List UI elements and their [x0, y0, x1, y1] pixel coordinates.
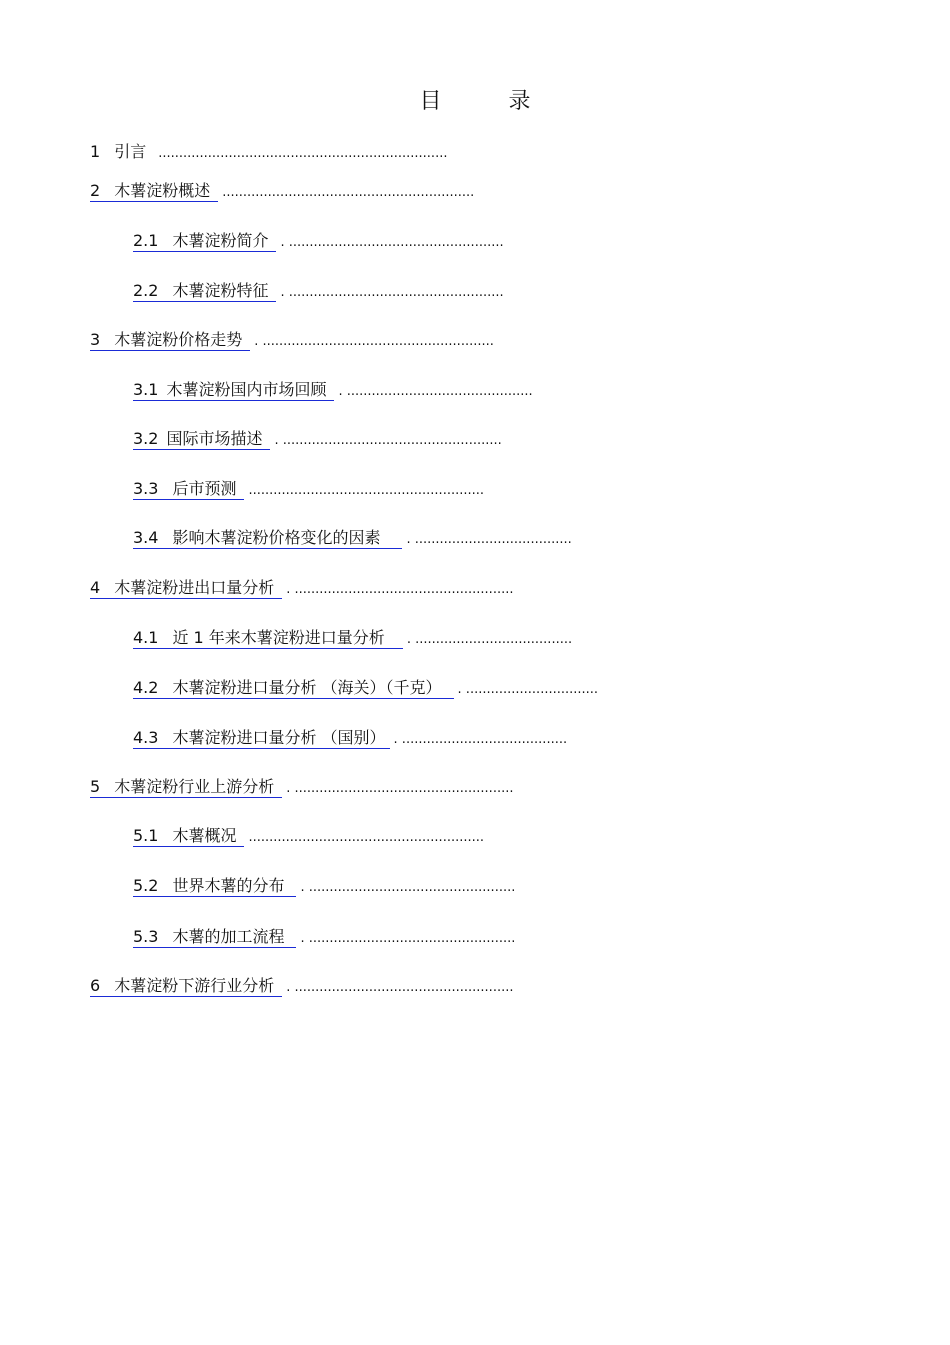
toc-leader: . ..................................................	[300, 931, 516, 946]
toc-label: 国际市场描述	[166, 429, 263, 448]
toc-label: 引言	[114, 142, 147, 161]
toc-label: 木薯淀粉价格走势	[114, 330, 243, 349]
toc-label: 木薯淀粉特征	[172, 281, 269, 300]
toc-leader: ......................................................................	[158, 146, 448, 161]
toc-link-5-1[interactable]	[133, 826, 244, 847]
toc-entry-2[interactable]	[90, 180, 474, 204]
toc-label: 后市预测	[172, 479, 237, 498]
toc-number: 4.1	[133, 628, 159, 647]
toc-leader: .........................................................	[248, 483, 485, 498]
toc-label: 木薯淀粉进口量分析 （海关）（千克）	[172, 678, 442, 697]
toc-entry-2-2[interactable]	[133, 280, 504, 304]
toc-number: 3.4	[133, 528, 159, 547]
toc-leader: . ........................................................	[254, 334, 494, 349]
toc-label: 木薯淀粉行业上游分析	[114, 777, 275, 796]
toc-label: 木薯的加工流程	[172, 927, 285, 946]
toc-link-3-1[interactable]	[133, 380, 334, 401]
toc-number: 5.2	[133, 876, 159, 895]
toc-link-2[interactable]	[90, 181, 218, 202]
toc-number: 4.2	[133, 678, 159, 697]
toc-leader: . .....................................................	[274, 433, 502, 448]
toc-link-5-3[interactable]	[133, 927, 296, 948]
toc-leader: . ......................................	[406, 632, 573, 647]
page-title: 目 录	[419, 89, 561, 114]
toc-entry-3-3[interactable]	[133, 478, 484, 502]
toc-label: 木薯淀粉简介	[172, 231, 269, 250]
toc-link-2-1[interactable]	[133, 231, 276, 252]
toc-entry-5[interactable]	[90, 776, 513, 800]
toc-link-3-3[interactable]	[133, 479, 244, 500]
toc-entry-1	[90, 141, 447, 165]
toc-link-4-1[interactable]	[133, 628, 403, 649]
toc-entry-4-3[interactable]	[133, 727, 567, 751]
toc-number: 2	[90, 181, 101, 200]
toc-leader: . ....................................................	[280, 285, 504, 300]
toc-label: 木薯概况	[172, 826, 237, 845]
toc-entry-2-1[interactable]	[133, 230, 504, 254]
toc-number: 2.1	[133, 231, 159, 250]
toc-number: 3.1	[133, 380, 159, 399]
toc-entry-3-4[interactable]	[133, 527, 572, 551]
toc-label: 木薯淀粉下游行业分析	[114, 976, 275, 995]
toc-number: 5.3	[133, 927, 159, 946]
toc-entry-5-3[interactable]	[133, 926, 515, 950]
toc-leader: . ....................................................	[280, 235, 504, 250]
toc-label: 木薯淀粉国内市场回顾	[166, 380, 327, 399]
toc-leader: . .............................................	[338, 384, 533, 399]
toc-leader: .........................................................	[248, 830, 485, 845]
toc-label: 影响木薯淀粉价格变化的因素	[172, 528, 381, 547]
toc-leader: . ......................................	[406, 532, 572, 547]
toc-leader: . ................................	[457, 682, 599, 697]
toc-label: 木薯淀粉概述	[114, 181, 211, 200]
toc-number: 5.1	[133, 826, 159, 845]
toc-label: 木薯淀粉进出口量分析	[114, 578, 275, 597]
toc-leader: .............................................................	[222, 185, 475, 200]
toc-link-6[interactable]	[90, 976, 282, 997]
toc-entry-6[interactable]	[90, 975, 513, 999]
toc-entry-5-1[interactable]	[133, 825, 484, 849]
toc-leader: . ..................................................	[300, 880, 516, 895]
toc-entry-3-1[interactable]	[133, 379, 533, 403]
toc-link-1	[90, 142, 154, 162]
toc-number: 3	[90, 330, 101, 349]
toc-entry-4[interactable]	[90, 577, 513, 601]
toc-number: 4	[90, 578, 101, 597]
toc-number: 5	[90, 777, 101, 796]
toc-entry-3-2[interactable]	[133, 428, 502, 452]
toc-entry-4-1[interactable]	[133, 627, 572, 651]
toc-link-3-4[interactable]	[133, 528, 402, 549]
toc-number: 2.2	[133, 281, 159, 300]
toc-leader: . ........................................	[393, 732, 568, 747]
toc-entry-5-2[interactable]	[133, 875, 515, 899]
toc-entry-3[interactable]	[90, 329, 494, 353]
toc-link-4-3[interactable]	[133, 728, 390, 749]
toc-link-3-2[interactable]	[133, 429, 270, 450]
toc-label: 近 1 年来木薯淀粉进口量分析	[172, 628, 385, 647]
toc-leader: . .....................................................	[286, 980, 514, 995]
toc-label: 木薯淀粉进口量分析 （国别）	[172, 728, 386, 747]
toc-link-5[interactable]	[90, 777, 282, 798]
toc-number: 1	[90, 142, 101, 161]
toc-number: 4.3	[133, 728, 159, 747]
toc-number: 3.3	[133, 479, 159, 498]
toc-number: 3.2	[133, 429, 159, 448]
toc-link-3[interactable]	[90, 330, 250, 351]
toc-link-2-2[interactable]	[133, 281, 276, 302]
toc-link-5-2[interactable]	[133, 876, 296, 897]
toc-leader: . .....................................................	[286, 781, 514, 796]
toc-link-4[interactable]	[90, 578, 282, 599]
toc-entry-4-2[interactable]	[133, 677, 598, 701]
toc-label: 世界木薯的分布	[172, 876, 285, 895]
toc-leader: . .....................................................	[286, 582, 514, 597]
toc-link-4-2[interactable]	[133, 678, 454, 699]
toc-number: 6	[90, 976, 101, 995]
